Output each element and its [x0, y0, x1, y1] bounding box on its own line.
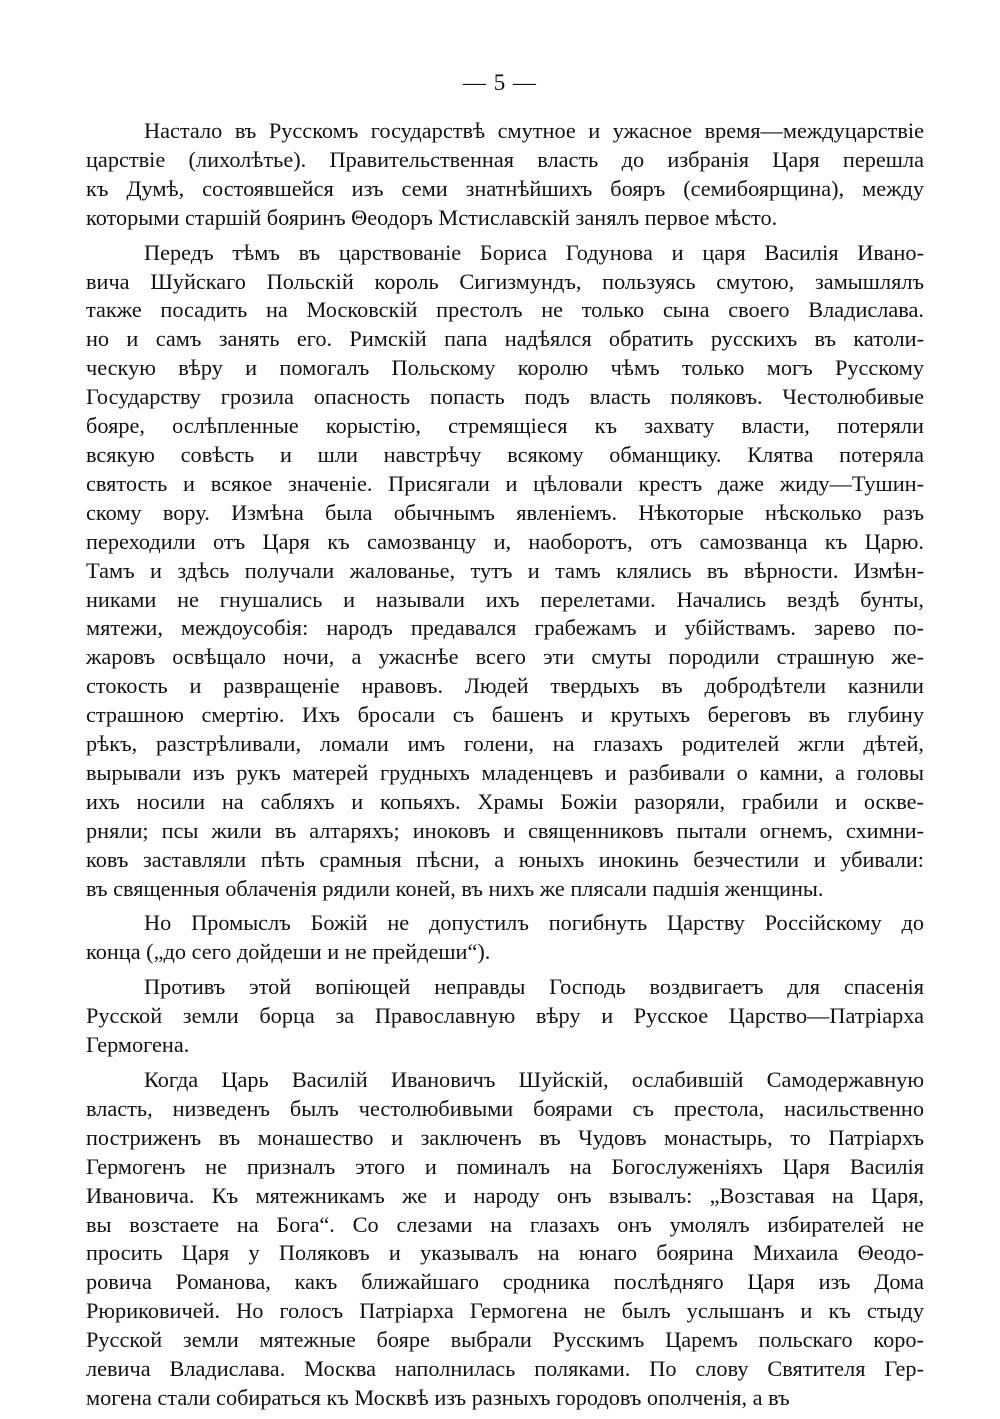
text-line: Ивановича. Къ мятежникамъ же и народу онъ взывалъ: „Возставая на Царя,	[86, 1182, 924, 1208]
text-line: могена стали собираться къ Москвѣ изъ разныхъ городовъ ополченія, а въ	[86, 1384, 790, 1410]
text-line: святость и всякое значеніе. Присягали и цѣловали крестъ даже жиду—Тушин-	[86, 470, 924, 496]
text-line: Настало въ Русскомъ государствѣ смутное и ужасное время—междуцарствіе	[144, 118, 924, 143]
text-line: всякую совѣсть и шли навстрѣчу всякому обманщику. Клятва потеряла	[86, 441, 924, 467]
text-line: ческую вѣру и помогалъ Польскому королю чѣмъ только могъ Русскому	[86, 355, 924, 381]
text-line: переходили отъ Царя къ самозванцу и, наоборотъ, отъ самозванца къ Царю.	[86, 528, 924, 554]
text-line: ровича Романова, какъ ближайшаго сродника послѣдняго Царя изъ Дома	[86, 1269, 924, 1295]
text-line: царствіе (лихолѣтье). Правительственная власть до избранія Царя перешла	[86, 146, 924, 172]
text-line: въ священныя облаченія рядили коней, въ нихъ же плясали падшія женщины.	[86, 875, 824, 901]
text-line: но и самъ занять его. Римскій папа надѣялся обратить русскихъ въ католи-	[86, 326, 924, 352]
text-line: постриженъ въ монашество и заключенъ въ Чудовъ монастырь, то Патріархъ	[86, 1124, 924, 1150]
text-line: къ Думѣ, состоявшейся изъ семи знатнѣйшихъ бояръ (семибоярщина), между	[86, 175, 924, 201]
text-line: конца („до сего дойдеши и не прейдеши“).	[86, 939, 491, 965]
text-line: власть, низведенъ былъ честолюбивыми боярами съ престола, насильственно	[86, 1095, 924, 1121]
text-line: Русской земли борца за Православную вѣру и Русское Царство—Патріарха	[86, 1003, 924, 1029]
text-line: мятежи, междоусобія: народъ предавался грабежамъ и убійствамъ. зарево по-	[86, 615, 924, 641]
text-line: Передъ тѣмъ въ царствованіе Бориса Годунова и царя Василія Ивано-	[144, 239, 924, 265]
text-line: также посадить на Московскій престолъ не только сына своего Владислава.	[86, 297, 924, 323]
text-line: которыми старшій бояринъ Θеодоръ Мстиславскій занялъ первое мѣсто.	[86, 204, 778, 230]
text-line: ковъ заставляли пѣть срамныя пѣсни, а юныхъ инокинь безчестили и убивали:	[86, 846, 924, 872]
text-line: Но Промыслъ Божій не допустилъ погибнуть Царству Россійскому до	[144, 910, 924, 936]
text-line: никами не гнушались и называли ихъ перелетами. Начались вездѣ бунты,	[86, 586, 924, 612]
paragraph	[86, 973, 924, 1060]
paragraph	[86, 117, 924, 233]
paragraph	[86, 1066, 924, 1413]
text-line: просить Царя у Поляковъ и указывалъ на юнаго боярина Михаила Θеодо-	[86, 1240, 924, 1266]
text-line: Противъ этой вопіющей неправды Господь воздвигаетъ для спасенія	[144, 974, 924, 1000]
text-line: Рюриковичей. Но голосъ Патріарха Гермогена не былъ услышанъ и къ стыду	[86, 1298, 924, 1324]
paragraph	[86, 909, 924, 967]
text-line: Гермогена.	[86, 1032, 190, 1058]
text-line: Когда Царь Василій Ивановичъ Шуйскій, ослабившій Самодержавную	[144, 1067, 924, 1092]
text-line: вича Шуйскаго Польскій король Сигизмундъ, пользуясь смутою, замышлялъ	[86, 268, 924, 294]
text-body	[86, 117, 924, 1419]
text-line: стокость и развращеніе нравовъ. Людей твердыхъ въ добродѣтели казнили	[86, 673, 924, 699]
text-line: рѣкъ, разстрѣливали, ломали имъ голени, на глазахъ родителей жгли дѣтей,	[86, 731, 924, 757]
text-line: Государству грозила опасность попасть подъ власть поляковъ. Честолюбивые	[86, 384, 924, 410]
text-line: скому вору. Измѣна была обычнымъ явленіемъ. Нѣкоторые нѣсколько разъ	[86, 499, 924, 525]
text-line: левича Владислава. Москва наполнилась поляками. По слову Святителя Гер-	[86, 1356, 924, 1382]
text-line: ихъ носили на сабляхъ и копьяхъ. Храмы Божіи разоряли, грабили и оскве-	[86, 788, 924, 814]
text-line: страшною смертію. Ихъ бросали съ башенъ и крутыхъ береговъ въ глубину	[86, 702, 924, 728]
text-line: бояре, ослѣпленные корыстію, стремящіеся къ захвату власти, потеряли	[86, 413, 924, 439]
text-line: вы возстаете на Бога“. Со слезами на глазахъ онъ умолялъ избирателей не	[86, 1211, 924, 1237]
text-line: Тамъ и здѣсь получали жалованье, тутъ и тамъ клялись въ вѣрности. Измѣн-	[86, 557, 924, 583]
text-line: жаровъ освѣщало ночи, а ужаснѣе всего эти смуты породили страшную же-	[86, 644, 924, 670]
text-line: Гермогенъ не призналъ этого и поминалъ на Богослуженіяхъ Царя Василія	[86, 1153, 924, 1179]
text-line: рняли; псы жили въ алтаряхъ; иноковъ и священниковъ пытали огнемъ, схимни-	[86, 817, 924, 843]
text-line: вырывали изъ рукъ матерей грудныхъ младенцевъ и разбивали о камни, а головы	[86, 759, 924, 785]
page-number: — 5 —	[463, 70, 537, 95]
paragraph	[86, 239, 924, 904]
text-line: Русской земли мятежные бояре выбрали Русскимъ Царемъ польскаго коро-	[86, 1327, 924, 1353]
